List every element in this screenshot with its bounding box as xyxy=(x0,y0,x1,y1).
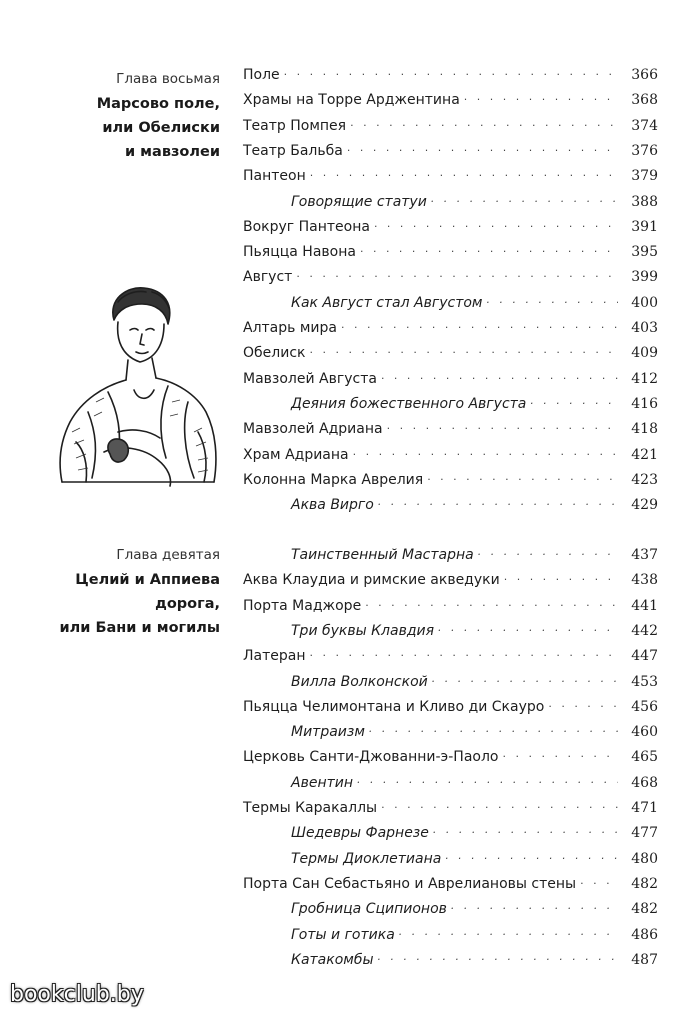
page-number: 418 xyxy=(631,421,658,438)
page-number: 379 xyxy=(631,168,658,185)
toc-entry xyxy=(243,138,658,160)
dot-leader xyxy=(548,695,618,713)
entry-title: Катакомбы xyxy=(291,951,374,968)
page-number: 460 xyxy=(631,724,658,741)
entry-title: Авентин xyxy=(291,774,354,791)
dot-leader xyxy=(451,897,618,915)
entry-title: Август xyxy=(243,269,293,286)
toc-subentry xyxy=(291,290,658,312)
toc-entry xyxy=(243,87,658,109)
toc-entry xyxy=(243,163,658,185)
page-number: 374 xyxy=(631,117,658,134)
dot-leader xyxy=(309,341,618,359)
dot-leader xyxy=(445,847,618,865)
dot-leader xyxy=(431,190,618,208)
entry-title: Обелиск xyxy=(243,345,306,362)
page-number: 456 xyxy=(631,698,658,715)
entry-title: Вилла Волконской xyxy=(291,673,428,690)
page-number: 482 xyxy=(631,901,658,918)
toc-entry xyxy=(243,366,658,388)
toc-subentry xyxy=(291,770,658,792)
chapter8-heading xyxy=(40,70,220,164)
entry-title: Порта Маджоре xyxy=(243,597,362,614)
toc-subentry xyxy=(291,391,658,413)
chapter9-heading xyxy=(40,546,220,640)
dot-leader xyxy=(360,240,618,258)
toc-subentry xyxy=(291,922,658,944)
chapter8-label: Глава восьмая xyxy=(116,71,220,87)
entry-title: Митраизм xyxy=(291,724,365,741)
page-number: 477 xyxy=(631,825,658,842)
page-number: 471 xyxy=(631,800,658,816)
toc-subentry xyxy=(291,542,658,564)
entry-title: Театр Помпея xyxy=(243,117,347,134)
statue-bust-icon xyxy=(48,282,226,490)
toc-entry xyxy=(243,62,658,84)
dot-leader xyxy=(310,164,618,182)
page-number: 447 xyxy=(631,648,658,665)
page-number: 442 xyxy=(631,622,658,639)
entry-title: Мавзолей Адриана xyxy=(243,421,383,438)
entry-title: Театр Бальба xyxy=(243,142,343,159)
chapter8-title-line: Марсово поле, xyxy=(96,96,220,112)
toc-subentry xyxy=(291,669,658,691)
page-number: 480 xyxy=(631,850,658,867)
dot-leader xyxy=(381,367,618,385)
page-number: 429 xyxy=(631,497,658,514)
toc-entry xyxy=(243,113,658,135)
entry-title: Готы и готика xyxy=(291,926,395,943)
toc-entry xyxy=(243,643,658,665)
toc-subentry xyxy=(291,947,658,969)
entry-title: Деяния божественного Августа xyxy=(291,395,527,412)
toc-entry xyxy=(243,442,658,464)
toc-subentry xyxy=(291,492,658,514)
toc-entry xyxy=(243,467,658,489)
page-number: 453 xyxy=(631,673,658,690)
page-number: 423 xyxy=(631,471,658,488)
page-number: 487 xyxy=(631,951,658,968)
page-number: 438 xyxy=(631,572,658,589)
dot-leader xyxy=(310,644,619,662)
page-number: 366 xyxy=(631,67,658,83)
entry-title: Термы Диоклетиана xyxy=(291,850,442,867)
chapter9-title xyxy=(40,568,220,640)
chapter8-title-line: или Обелиски xyxy=(102,120,220,136)
chapter9-label: Глава девятая xyxy=(116,547,220,563)
dot-leader xyxy=(353,443,618,461)
entry-title: Церковь Санти-Джованни-э-Паоло xyxy=(243,749,499,766)
toc-entry xyxy=(243,315,658,337)
page-number: 391 xyxy=(631,218,658,235)
entry-title: Таинственный Мастарна xyxy=(291,547,474,563)
dot-leader xyxy=(399,923,618,941)
entry-title: Аква Клаудиа и римские акведуки xyxy=(243,572,500,589)
page-number: 388 xyxy=(631,193,658,210)
chapter9-title-line: Целий и Аппиева дорога, xyxy=(75,572,220,612)
chapter9-title-line: или Бани и могилы xyxy=(59,620,220,636)
dot-leader xyxy=(350,114,618,132)
entry-title: Храмы на Торре Арджентина xyxy=(243,92,460,109)
entry-title: Латеран xyxy=(243,648,306,665)
entry-title: Мавзолей Августа xyxy=(243,370,377,387)
dot-leader xyxy=(478,543,618,561)
dot-leader xyxy=(378,948,618,966)
toc-entry xyxy=(243,239,658,261)
dot-leader xyxy=(284,63,618,81)
dot-leader xyxy=(502,745,618,763)
entry-title: Гробница Сципионов xyxy=(291,901,447,918)
dot-leader xyxy=(387,417,618,435)
toc-entry xyxy=(243,214,658,236)
page-number: 400 xyxy=(631,294,658,311)
page-number: 409 xyxy=(631,345,658,362)
toc-entry xyxy=(243,593,658,615)
chapter8-title xyxy=(40,92,220,164)
entry-title: Аква Вирго xyxy=(291,497,374,514)
toc-entry xyxy=(243,264,658,286)
toc-subentry xyxy=(291,719,658,741)
entry-title: Шедевры Фарнезе xyxy=(291,825,429,842)
toc-subentry xyxy=(291,820,658,842)
toc-subentry xyxy=(291,189,658,211)
entry-title: Храм Адриана xyxy=(243,446,349,463)
toc-entry xyxy=(243,694,658,716)
toc-subentry xyxy=(291,896,658,918)
chapter8-title-line: и мавзолеи xyxy=(124,144,220,160)
page-number: 441 xyxy=(631,597,658,614)
dot-leader xyxy=(357,771,618,789)
toc-entry xyxy=(243,871,658,893)
page-number: 395 xyxy=(631,244,658,261)
dot-leader xyxy=(381,796,618,814)
dot-leader xyxy=(369,720,618,738)
page-number: 421 xyxy=(631,446,658,463)
page-number: 437 xyxy=(631,547,658,563)
entry-title: Три буквы Клавдия xyxy=(291,622,435,639)
toc-entry xyxy=(243,416,658,438)
entry-title: Вокруг Пантеона xyxy=(243,218,370,235)
watermark: bookclub.by xyxy=(10,982,144,1007)
entry-title: Алтарь мира xyxy=(243,320,337,336)
dot-leader xyxy=(530,392,618,410)
entry-title: Пьяцца Челимонтана и Кливо ди Скауро xyxy=(243,698,545,715)
toc-entry xyxy=(243,340,658,362)
dot-leader xyxy=(347,139,618,157)
dot-leader xyxy=(580,872,618,890)
entry-title: Порта Сан Себастьяно и Аврелиановы стены xyxy=(243,875,577,892)
toc-subentry xyxy=(291,846,658,868)
dot-leader xyxy=(378,493,618,511)
toc-entry xyxy=(243,567,658,589)
toc-entry xyxy=(243,795,658,817)
entry-title: Как Август стал Августом xyxy=(291,294,483,311)
entry-title: Поле xyxy=(243,67,280,83)
dot-leader xyxy=(427,468,618,486)
entry-title: Пантеон xyxy=(243,168,306,185)
entry-title: Говорящие статуи xyxy=(291,193,427,210)
page-number: 376 xyxy=(631,142,658,159)
dot-leader xyxy=(438,619,618,637)
dot-leader xyxy=(374,215,618,233)
dot-leader xyxy=(464,88,618,106)
dot-leader xyxy=(504,568,618,586)
toc-entry xyxy=(243,744,658,766)
page-number: 486 xyxy=(631,926,658,943)
dot-leader xyxy=(341,316,618,334)
entry-title: Колонна Марка Аврелия xyxy=(243,471,424,488)
page-number: 399 xyxy=(631,269,658,286)
dot-leader xyxy=(365,594,618,612)
dot-leader xyxy=(296,265,618,283)
toc-subentry xyxy=(291,618,658,640)
page-number: 403 xyxy=(631,320,658,336)
page-number: 412 xyxy=(631,370,658,387)
page-number: 416 xyxy=(631,395,658,412)
dot-leader xyxy=(486,291,618,309)
entry-title: Термы Каракаллы xyxy=(243,800,378,816)
page-number: 368 xyxy=(631,92,658,109)
page-number: 468 xyxy=(631,774,658,791)
dot-leader xyxy=(432,670,618,688)
page-number: 482 xyxy=(631,875,658,892)
entry-title: Пьяцца Навона xyxy=(243,244,356,261)
page-number: 465 xyxy=(631,749,658,766)
dot-leader xyxy=(433,821,618,839)
